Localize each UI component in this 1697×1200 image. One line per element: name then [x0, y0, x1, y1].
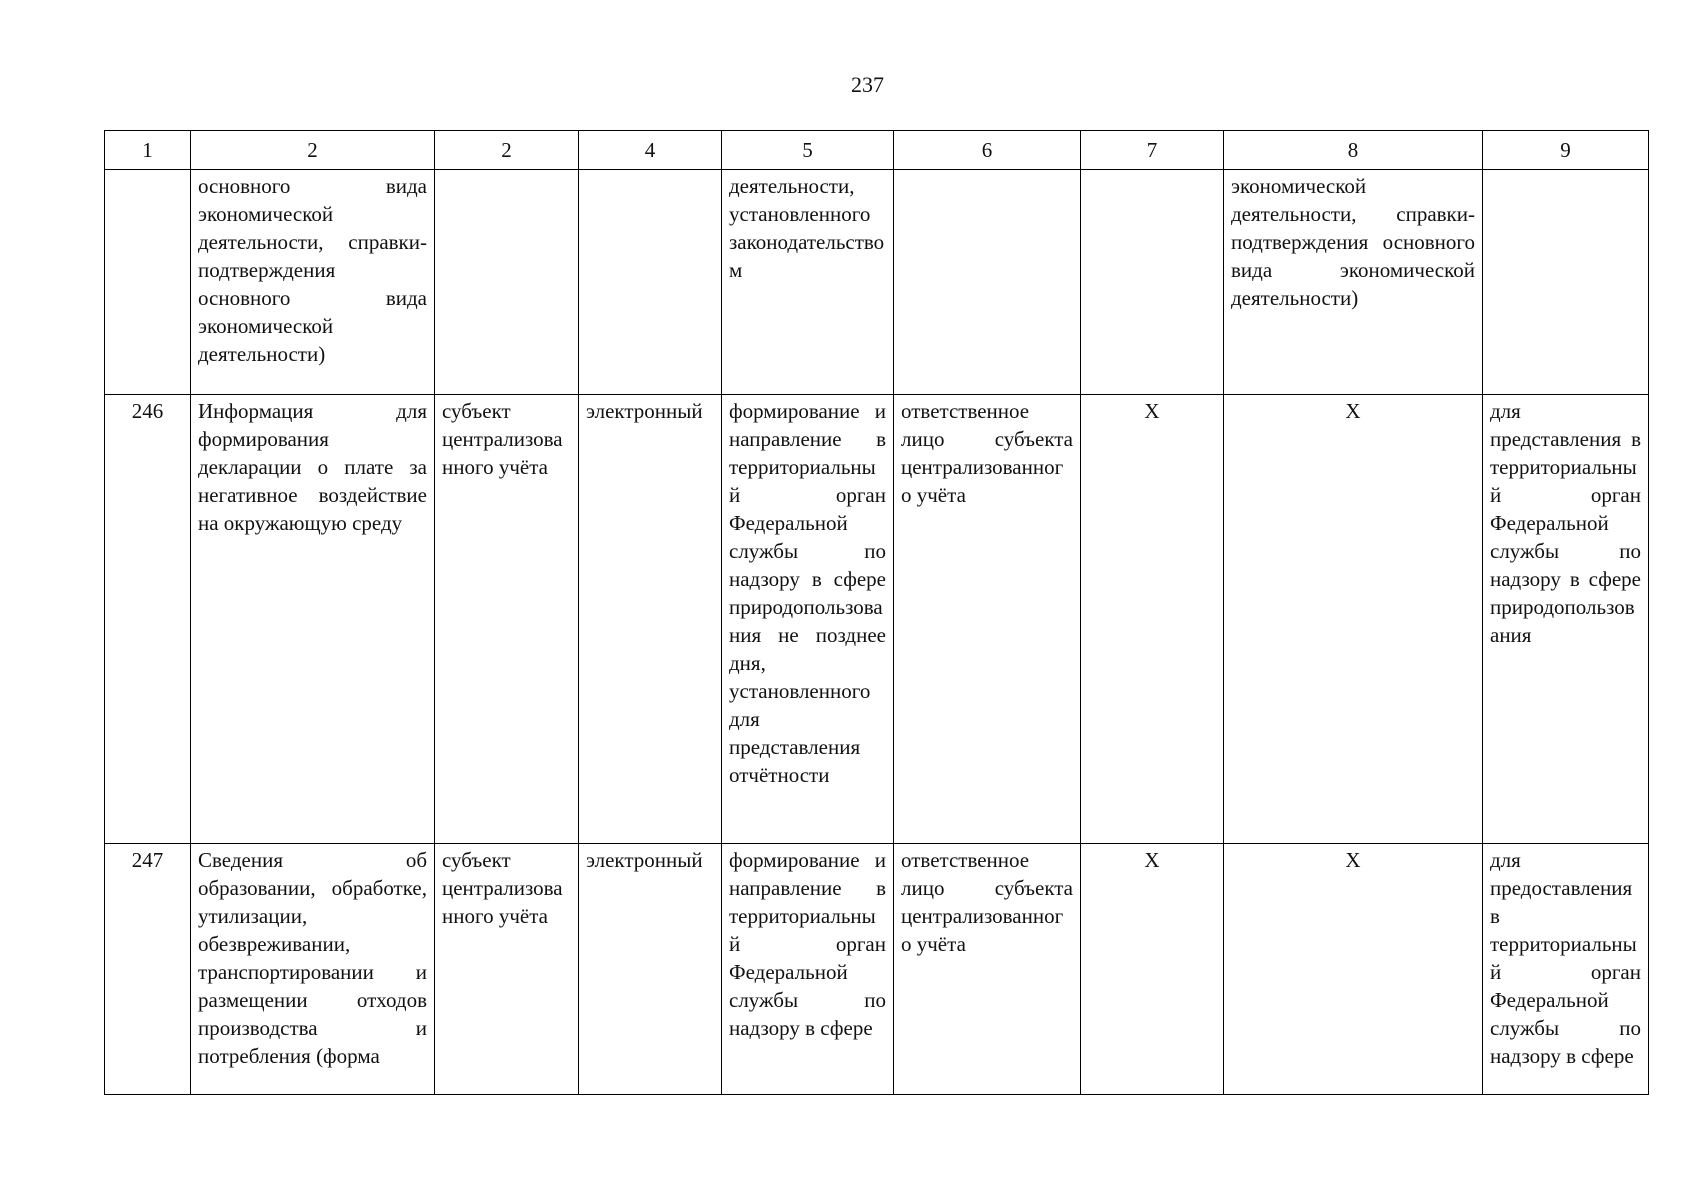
responsible-cell	[894, 170, 1081, 395]
col7-cell: Х	[1081, 844, 1224, 1095]
table-row	[105, 170, 1649, 395]
format-cell: электронный	[579, 844, 722, 1095]
header-cell: 4	[579, 131, 722, 170]
col8-cell: Х	[1224, 844, 1483, 1095]
purpose-cell: для представления в территориальный орган Федеральной службы по надзору в сфере природопользования	[1483, 395, 1649, 844]
col8-cell: экономической деятельности, справки-подтверждения основного вида экономической деятельности)	[1224, 170, 1483, 395]
col7-cell	[1081, 170, 1224, 395]
header-cell: 9	[1483, 131, 1649, 170]
page-number: 237	[851, 72, 884, 97]
procedure-cell: формирование и направление в территориальный орган Федеральной службы по надзору в сфере	[722, 844, 894, 1095]
responsible-cell: ответственное лицо субъекта централизованного учёта	[894, 844, 1081, 1095]
row-number-cell	[105, 170, 191, 395]
purpose-cell	[1483, 170, 1649, 395]
info-name-cell: Сведения об образовании, обработке, утилизации, обезвреживании, транспортировании и размещении отходов производства и потребления (форма	[191, 844, 435, 1095]
table-header-row	[105, 131, 1649, 170]
header-cell: 8	[1224, 131, 1483, 170]
col8-cell: Х	[1224, 395, 1483, 844]
source-cell	[435, 170, 579, 395]
header-cell: 7	[1081, 131, 1224, 170]
procedure-cell: деятельности, установленного законодательством	[722, 170, 894, 395]
format-cell	[579, 170, 722, 395]
row-number-cell: 247	[105, 844, 191, 1095]
info-name-cell: основного вида экономической деятельности, справки-подтверждения основного вида экономической деятельности)	[191, 170, 435, 395]
table-row	[105, 395, 1649, 844]
procedure-cell: формирование и направление в территориальный орган Федеральной службы по надзору в сфере природопользования не позднее дня, установленного для представления отчётности	[722, 395, 894, 844]
source-cell: субъект централизованного учёта	[435, 395, 579, 844]
responsible-cell: ответственное лицо субъекта централизованного учёта	[894, 395, 1081, 844]
header-cell: 2	[191, 131, 435, 170]
header-cell: 2	[435, 131, 579, 170]
info-name-cell: Информация для формирования декларации о плате за негативное воздействие на окружающую среду	[191, 395, 435, 844]
purpose-cell: для предоставления в территориальный орган Федеральной службы по надзору в сфере	[1483, 844, 1649, 1095]
header-cell: 6	[894, 131, 1081, 170]
header-cell: 5	[722, 131, 894, 170]
format-cell: электронный	[579, 395, 722, 844]
table-row	[105, 844, 1649, 1095]
row-number-cell: 246	[105, 395, 191, 844]
source-cell: субъект централизованного учёта	[435, 844, 579, 1095]
registry-table	[104, 130, 1649, 1095]
header-cell: 1	[105, 131, 191, 170]
col7-cell: Х	[1081, 395, 1224, 844]
